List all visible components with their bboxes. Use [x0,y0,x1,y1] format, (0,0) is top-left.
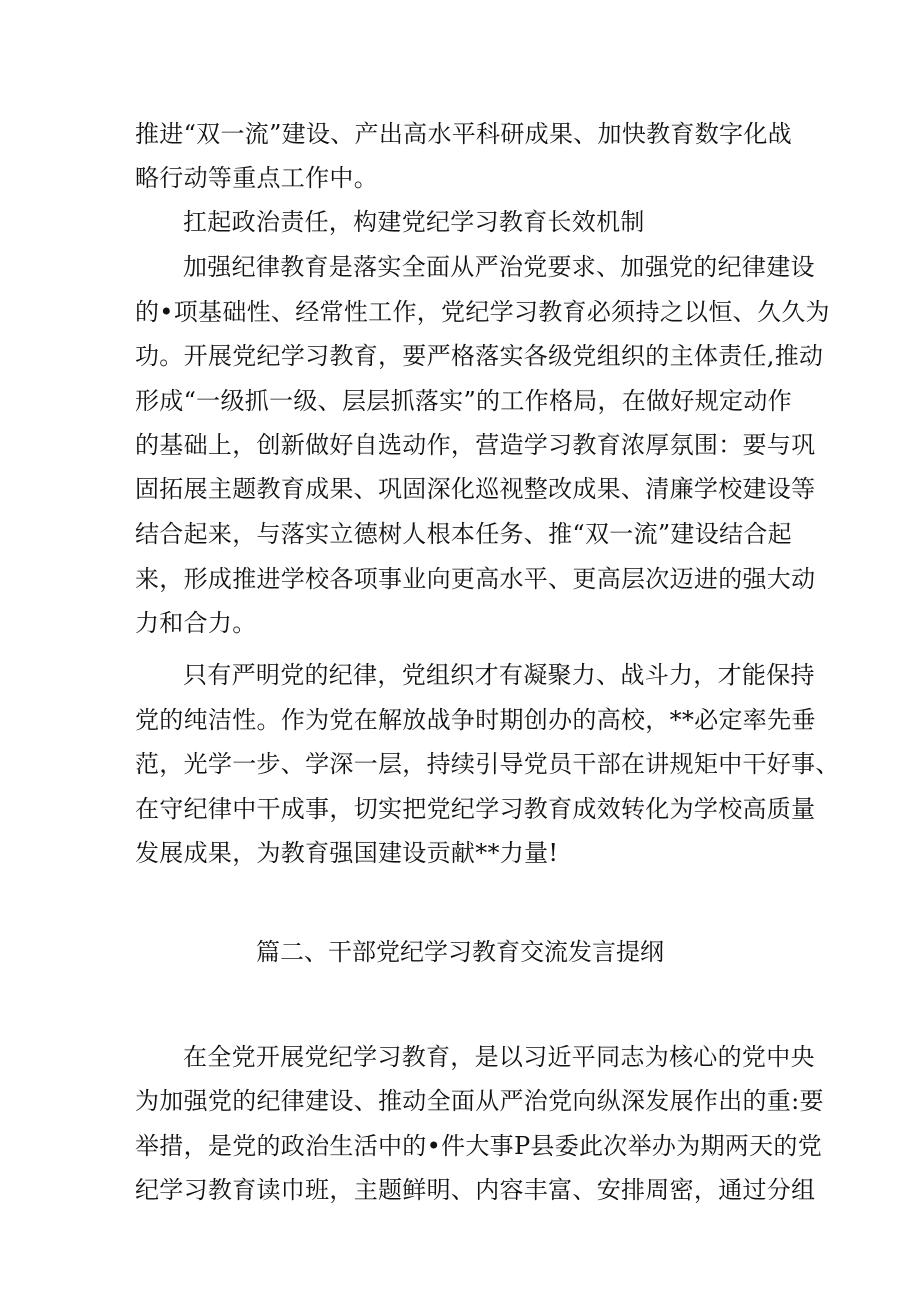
paragraph-line: 略行动等重点工作中。 [135,164,378,192]
paragraph-line: 在守纪律中干成事，切实把党纪学习教育成效转化为学校高质量 [135,795,816,823]
paragraph-line: 范，光学一步、学深一层，持续引导党员干部在讲规矩中干好事、 [135,750,840,778]
paragraph-line: 纪学习教育读巾班，主题鲜明、内容丰富、安排周密，通过分组 [135,1176,816,1204]
paragraph-line: 为加强党的纪律建设、推动全面从严治党向纵深发展作出的重:要 [135,1087,824,1115]
paragraph-line: 结合起来，与落实立德树人根本任务、推“双一流”建设结合起 [135,520,792,548]
paragraph-line: 发展成果，为教育强国建设贡献**力量! [135,839,559,867]
paragraph-line: 力和合力。 [135,609,257,637]
paragraph-line: 固拓展主题教育成果、巩固深化巡视整改成果、清廉学校建设等 [135,475,816,503]
paragraph-line: 形成“一级抓一级、层层抓落实”的工作格局，在做好规定动作 [135,387,792,415]
paragraph-line: 的•项基础性、经常性工作，党纪学习教育必须持之以恒、久久为 [135,298,830,326]
section-title: 篇二、干部党纪学习教育交流发言提纲 [256,938,664,966]
paragraph-line: 功。开展党纪学习教育，要严格落实各级党组织的主体责任,推动 [135,342,824,370]
paragraph-line: 举措，是党的政治生活中的•件大事P县委此次举办为期两天的党 [135,1132,823,1160]
paragraph-line: 加强纪律教育是落实全面从严治党要求、加强党的纪律建设 [183,253,815,281]
paragraph-line: 推进“双一流”建设、产出高水平科研成果、加快教育数字化战 [135,120,792,148]
paragraph-line: 的基础上，创新做好自选动作，营造学习教育浓厚氛围：要与巩 [135,431,816,459]
paragraph-line: 来，形成推进学校各项事业向更高水平、更高层次迈进的强大动 [135,565,816,593]
subheading: 扛起政治责任，构建党纪学习教育长效机制 [183,208,645,236]
paragraph-line: 只有严明党的纪律，党组织才有凝聚力、战斗力，才能保持 [183,661,815,689]
paragraph-line: 在全党开展党纪学习教育，是以习近平同志为核心的党中央 [183,1043,815,1071]
paragraph-line: 党的纯洁性。作为党在解放战争时期创办的高校，**必定率先垂 [135,706,816,734]
